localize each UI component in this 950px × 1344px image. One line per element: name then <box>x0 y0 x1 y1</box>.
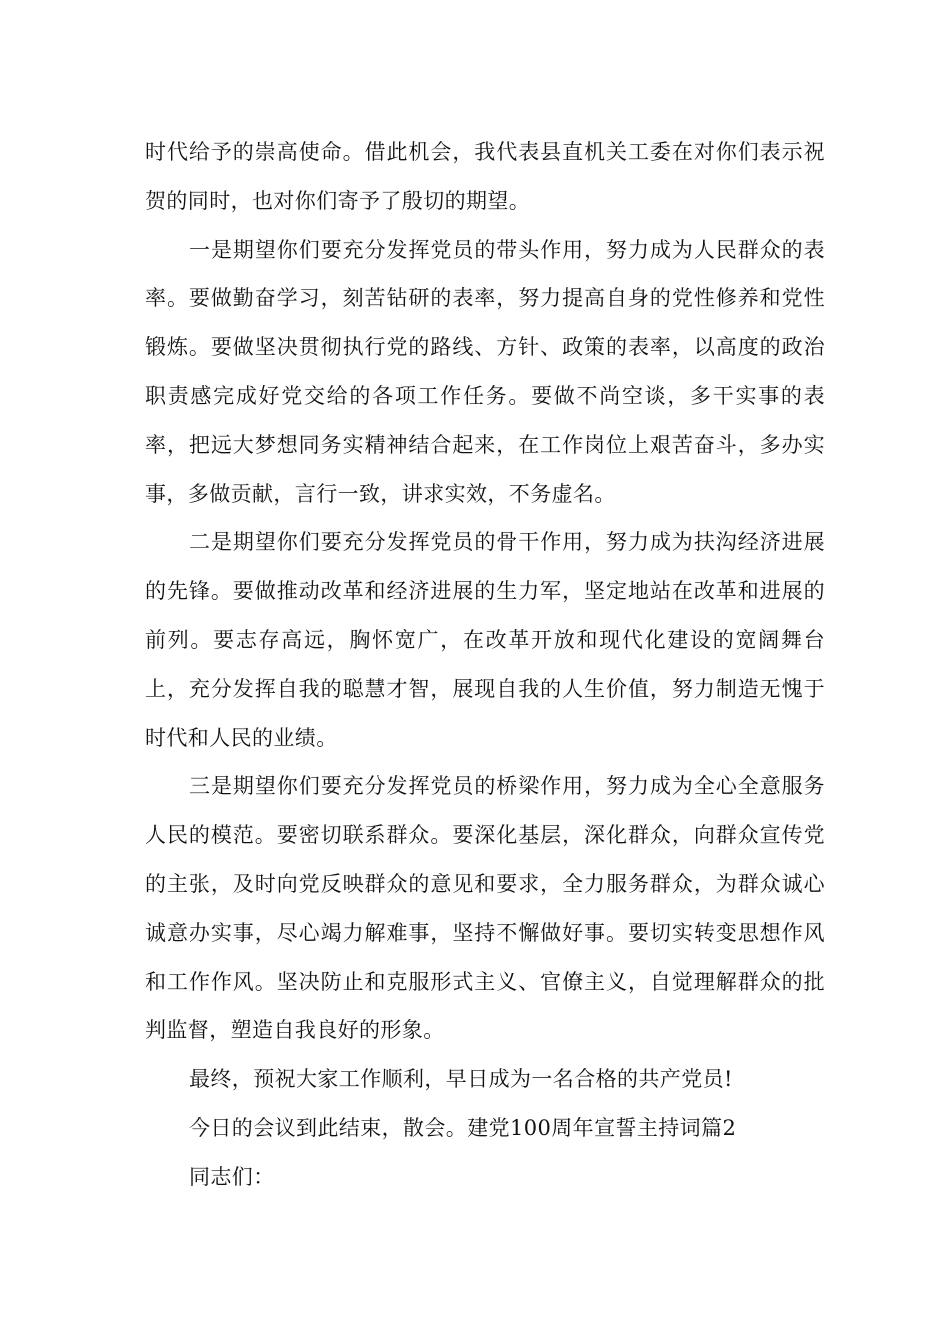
paragraph-point-three: 三是期望你们要充分发挥党员的桥梁作用，努力成为全心全意服务人民的模范。要密切联系群众。要深化基层，深化群众，向群众宣传党的主张，及时向党反映群众的意见和要求，全力服务群众，为群众诚心诚意办实事，尽心竭力解难事，坚持不懈做好事。要切实转变思想作风和工作作风。坚决防止和克服形式主义、官僚主义，自觉理解群众的批判监督，塑造自我良好的形象。 <box>145 774 825 1043</box>
paragraph-meeting-end: 今日的会议到此结束，散会。建党100周年宣誓主持词篇2 <box>189 1115 737 1140</box>
document-body <box>145 128 825 1202</box>
paragraph-closing-wish: 最终，预祝大家工作顺利，早日成为一名合格的共产党员! <box>189 1067 733 1092</box>
paragraph-point-two: 二是期望你们要充分发挥党员的骨干作用，努力成为扶沟经济进展的先锋。要做推动改革和经济进展的生力军，坚定地站在改革和进展的前列。要志存高远，胸怀宽广，在改革开放和现代化建设的宽阔舞台上，充分发挥自我的聪慧才智，展现自我的人生价值，努力制造无愧于时代和人民的业绩。 <box>145 530 825 750</box>
paragraph-salutation: 同志们： <box>189 1164 275 1189</box>
paragraph-continuation: 时代给予的崇高使命。借此机会，我代表县直机关工委在对你们表示祝贺的同时，也对你们寄予了殷切的期望。 <box>145 140 825 213</box>
paragraph-point-one: 一是期望你们要充分发挥党员的带头作用，努力成为人民群众的表率。要做勤奋学习，刻苦钻研的表率，努力提高自身的党性修养和党性锻炼。要做坚决贯彻执行党的路线、方针、政策的表率，以高度的政治职责感完成好党交给的各项工作任务。要做不尚空谈，多干实事的表率，把远大梦想同务实精神结合起来，在工作岗位上艰苦奋斗，多办实事，多做贡献，言行一致，讲求实效，不务虚名。 <box>145 237 825 506</box>
